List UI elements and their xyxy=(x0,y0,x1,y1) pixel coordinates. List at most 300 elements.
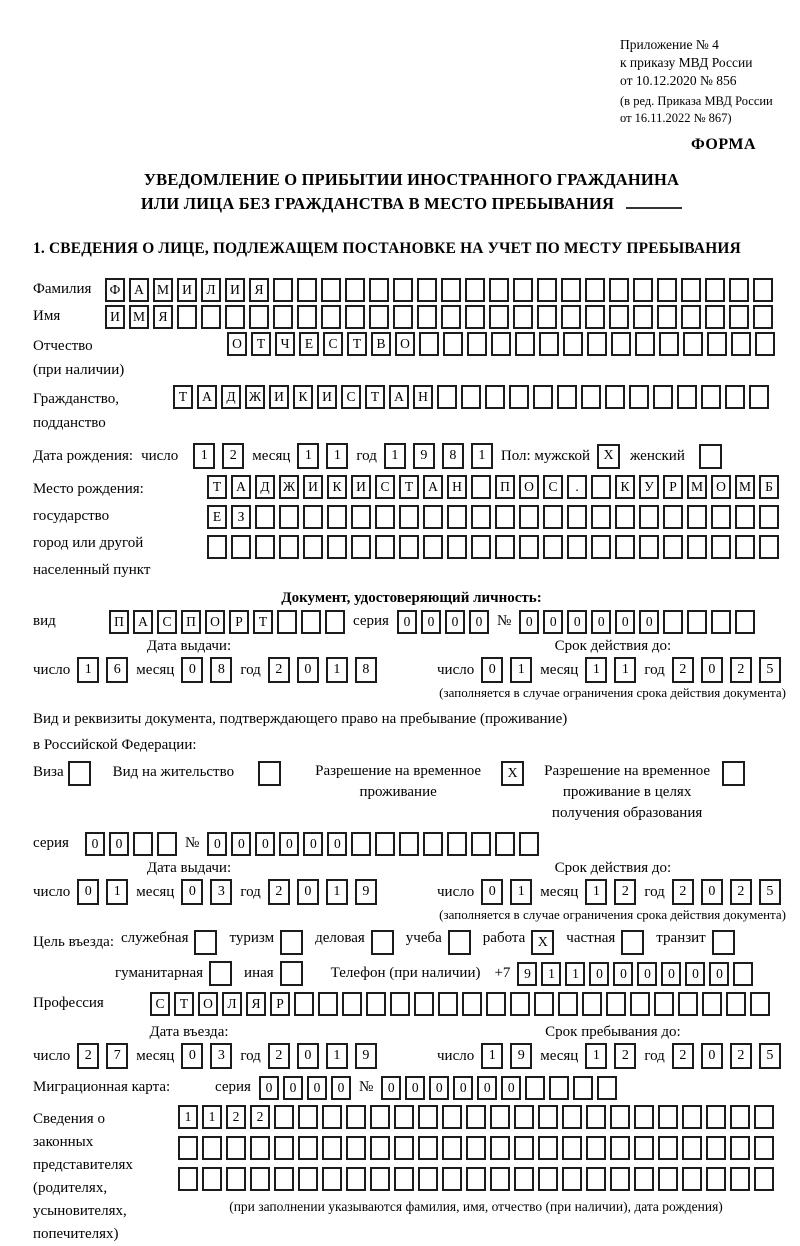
form-cell[interactable] xyxy=(561,305,581,329)
form-cell[interactable] xyxy=(591,475,611,499)
form-cell[interactable]: А xyxy=(197,385,217,409)
form-cell[interactable]: Т xyxy=(253,610,273,634)
form-cell[interactable]: П xyxy=(109,610,129,634)
form-cell[interactable] xyxy=(369,305,389,329)
form-cell[interactable] xyxy=(582,992,602,1016)
form-cell[interactable] xyxy=(471,475,491,499)
form-cell[interactable]: Т xyxy=(251,332,271,356)
form-cell[interactable]: 0 xyxy=(231,832,251,856)
form-cell[interactable]: 0 xyxy=(331,1076,351,1100)
form-cell[interactable]: 0 xyxy=(637,962,657,986)
form-cell[interactable] xyxy=(423,535,443,559)
form-cell[interactable] xyxy=(277,610,297,634)
form-cell[interactable] xyxy=(490,1136,510,1160)
form-cell[interactable] xyxy=(249,305,269,329)
form-cell[interactable]: 8 xyxy=(210,657,232,683)
purpose-work-checkbox[interactable]: X xyxy=(531,930,554,955)
form-cell[interactable] xyxy=(538,1167,558,1191)
form-cell[interactable]: 0 xyxy=(421,610,441,634)
form-cell[interactable] xyxy=(567,535,587,559)
form-cell[interactable] xyxy=(729,305,749,329)
form-cell[interactable] xyxy=(538,1136,558,1160)
surname-cells[interactable] xyxy=(105,278,773,302)
form-cell[interactable]: 2 xyxy=(672,1043,694,1069)
form-cell[interactable] xyxy=(681,278,701,302)
identity-valid-day[interactable] xyxy=(481,657,532,683)
form-cell[interactable] xyxy=(729,278,749,302)
form-cell[interactable] xyxy=(441,305,461,329)
form-cell[interactable]: Т xyxy=(207,475,227,499)
form-cell[interactable] xyxy=(639,535,659,559)
form-cell[interactable] xyxy=(533,385,553,409)
form-cell[interactable] xyxy=(390,992,410,1016)
form-cell[interactable] xyxy=(678,992,698,1016)
form-cell[interactable] xyxy=(279,505,299,529)
stay-until-month[interactable] xyxy=(585,1043,636,1069)
form-cell[interactable] xyxy=(519,535,539,559)
form-cell[interactable]: О xyxy=(395,332,415,356)
form-cell[interactable] xyxy=(682,1105,702,1129)
form-cell[interactable] xyxy=(515,332,535,356)
form-cell[interactable] xyxy=(294,992,314,1016)
form-cell[interactable] xyxy=(207,535,227,559)
form-cell[interactable]: 0 xyxy=(279,832,299,856)
form-cell[interactable] xyxy=(629,385,649,409)
form-cell[interactable]: Д xyxy=(221,385,241,409)
form-cell[interactable] xyxy=(351,505,371,529)
form-cell[interactable] xyxy=(657,305,677,329)
form-cell[interactable] xyxy=(633,278,653,302)
form-cell[interactable]: 2 xyxy=(672,657,694,683)
form-cell[interactable] xyxy=(301,610,321,634)
form-cell[interactable] xyxy=(274,1167,294,1191)
form-cell[interactable] xyxy=(562,1105,582,1129)
form-cell[interactable] xyxy=(514,1167,534,1191)
form-cell[interactable] xyxy=(157,832,177,856)
form-cell[interactable] xyxy=(327,505,347,529)
form-cell[interactable] xyxy=(663,505,683,529)
form-cell[interactable] xyxy=(394,1167,414,1191)
form-cell[interactable]: 2 xyxy=(730,657,752,683)
form-cell[interactable] xyxy=(370,1105,390,1129)
identity-issue-day[interactable] xyxy=(77,657,128,683)
form-cell[interactable]: 0 xyxy=(709,962,729,986)
form-cell[interactable] xyxy=(370,1136,390,1160)
form-cell[interactable] xyxy=(635,332,655,356)
form-cell[interactable] xyxy=(255,535,275,559)
form-cell[interactable]: 0 xyxy=(297,879,319,905)
form-cell[interactable] xyxy=(133,832,153,856)
form-cell[interactable] xyxy=(563,332,583,356)
form-cell[interactable] xyxy=(706,1167,726,1191)
form-cell[interactable] xyxy=(659,332,679,356)
form-cell[interactable]: 2 xyxy=(614,879,636,905)
form-cell[interactable] xyxy=(321,305,341,329)
stay-until-day[interactable] xyxy=(481,1043,532,1069)
form-cell[interactable] xyxy=(634,1105,654,1129)
form-cell[interactable] xyxy=(462,992,482,1016)
form-cell[interactable] xyxy=(754,1167,774,1191)
form-cell[interactable] xyxy=(591,505,611,529)
form-cell[interactable] xyxy=(417,278,437,302)
form-cell[interactable] xyxy=(489,278,509,302)
form-cell[interactable]: 6 xyxy=(106,657,128,683)
form-cell[interactable]: 9 xyxy=(355,879,377,905)
form-cell[interactable] xyxy=(634,1136,654,1160)
form-cell[interactable] xyxy=(467,332,487,356)
form-cell[interactable]: 0 xyxy=(519,610,539,634)
form-cell[interactable] xyxy=(375,832,395,856)
form-cell[interactable] xyxy=(495,832,515,856)
form-cell[interactable] xyxy=(375,505,395,529)
form-cell[interactable] xyxy=(687,610,707,634)
form-cell[interactable]: 0 xyxy=(501,1076,521,1100)
form-cell[interactable] xyxy=(562,1136,582,1160)
birthplace-cells-row3[interactable] xyxy=(207,535,779,559)
form-cell[interactable] xyxy=(735,505,755,529)
form-cell[interactable] xyxy=(327,535,347,559)
form-cell[interactable]: 1 xyxy=(585,657,607,683)
form-cell[interactable] xyxy=(442,1167,462,1191)
form-cell[interactable]: 0 xyxy=(469,610,489,634)
form-cell[interactable]: О xyxy=(227,332,247,356)
form-cell[interactable]: Ж xyxy=(279,475,299,499)
form-cell[interactable]: Ф xyxy=(105,278,125,302)
form-cell[interactable] xyxy=(682,1167,702,1191)
form-cell[interactable]: К xyxy=(615,475,635,499)
form-cell[interactable]: 1 xyxy=(326,657,348,683)
stay-until-year[interactable] xyxy=(672,1043,781,1069)
form-cell[interactable] xyxy=(711,535,731,559)
form-cell[interactable] xyxy=(273,305,293,329)
form-cell[interactable]: С xyxy=(150,992,170,1016)
birthdate-month-cells[interactable] xyxy=(297,443,348,469)
form-cell[interactable] xyxy=(539,332,559,356)
identity-valid-month[interactable] xyxy=(585,657,636,683)
form-cell[interactable] xyxy=(345,305,365,329)
representatives-cells-row3[interactable] xyxy=(178,1167,774,1191)
form-cell[interactable] xyxy=(538,1105,558,1129)
form-cell[interactable]: И xyxy=(351,475,371,499)
form-cell[interactable] xyxy=(465,278,485,302)
form-cell[interactable]: О xyxy=(198,992,218,1016)
form-cell[interactable] xyxy=(657,278,677,302)
form-cell[interactable]: И xyxy=(317,385,337,409)
form-cell[interactable]: 2 xyxy=(614,1043,636,1069)
form-cell[interactable] xyxy=(681,305,701,329)
form-cell[interactable] xyxy=(753,278,773,302)
form-cell[interactable] xyxy=(490,1105,510,1129)
form-cell[interactable] xyxy=(543,505,563,529)
form-cell[interactable] xyxy=(731,332,751,356)
residence-issue-year[interactable] xyxy=(268,879,377,905)
purpose-commercial-checkbox[interactable] xyxy=(371,930,394,955)
form-cell[interactable] xyxy=(562,1167,582,1191)
form-cell[interactable]: 5 xyxy=(759,879,781,905)
form-cell[interactable] xyxy=(489,305,509,329)
phone-cells[interactable] xyxy=(517,962,753,986)
form-cell[interactable]: У xyxy=(639,475,659,499)
form-cell[interactable]: К xyxy=(293,385,313,409)
form-cell[interactable] xyxy=(274,1136,294,1160)
form-cell[interactable] xyxy=(442,1136,462,1160)
residence-valid-year[interactable] xyxy=(672,879,781,905)
form-cell[interactable] xyxy=(687,505,707,529)
form-cell[interactable] xyxy=(537,278,557,302)
form-cell[interactable]: 0 xyxy=(85,832,105,856)
form-cell[interactable]: С xyxy=(543,475,563,499)
form-cell[interactable]: 1 xyxy=(510,879,532,905)
form-cell[interactable]: 0 xyxy=(639,610,659,634)
form-cell[interactable]: Ж xyxy=(245,385,265,409)
form-cell[interactable]: Л xyxy=(222,992,242,1016)
form-cell[interactable] xyxy=(297,278,317,302)
form-cell[interactable] xyxy=(325,610,345,634)
firstname-cells[interactable] xyxy=(105,305,773,329)
form-cell[interactable]: И xyxy=(269,385,289,409)
form-cell[interactable]: Р xyxy=(270,992,290,1016)
form-cell[interactable]: Т xyxy=(174,992,194,1016)
form-cell[interactable] xyxy=(466,1105,486,1129)
form-cell[interactable]: 0 xyxy=(297,657,319,683)
form-cell[interactable]: 5 xyxy=(759,657,781,683)
form-cell[interactable]: 1 xyxy=(384,443,406,469)
form-cell[interactable]: Ч xyxy=(275,332,295,356)
form-cell[interactable]: 0 xyxy=(405,1076,425,1100)
form-cell[interactable] xyxy=(298,1167,318,1191)
form-cell[interactable] xyxy=(611,332,631,356)
form-cell[interactable]: И xyxy=(225,278,245,302)
form-cell[interactable]: С xyxy=(157,610,177,634)
form-cell[interactable]: 0 xyxy=(303,832,323,856)
form-cell[interactable]: Е xyxy=(207,505,227,529)
form-cell[interactable] xyxy=(513,305,533,329)
form-cell[interactable]: 0 xyxy=(181,1043,203,1069)
form-cell[interactable] xyxy=(706,1105,726,1129)
residence-valid-month[interactable] xyxy=(585,879,636,905)
form-cell[interactable] xyxy=(279,535,299,559)
form-cell[interactable] xyxy=(346,1167,366,1191)
form-cell[interactable]: 1 xyxy=(481,1043,503,1069)
form-cell[interactable]: 0 xyxy=(701,1043,723,1069)
form-cell[interactable] xyxy=(471,832,491,856)
form-cell[interactable]: 9 xyxy=(517,962,537,986)
form-cell[interactable]: 0 xyxy=(283,1076,303,1100)
form-cell[interactable] xyxy=(321,278,341,302)
form-cell[interactable] xyxy=(543,535,563,559)
form-cell[interactable] xyxy=(663,535,683,559)
form-cell[interactable]: М xyxy=(687,475,707,499)
form-cell[interactable] xyxy=(419,332,439,356)
form-cell[interactable] xyxy=(537,305,557,329)
form-cell[interactable]: 0 xyxy=(181,879,203,905)
form-cell[interactable] xyxy=(586,1105,606,1129)
form-cell[interactable] xyxy=(495,505,515,529)
form-cell[interactable]: О xyxy=(519,475,539,499)
purpose-business-checkbox[interactable] xyxy=(194,930,217,955)
form-cell[interactable]: 3 xyxy=(210,879,232,905)
form-cell[interactable] xyxy=(730,1167,750,1191)
form-cell[interactable]: И xyxy=(303,475,323,499)
form-cell[interactable] xyxy=(519,832,539,856)
form-cell[interactable] xyxy=(369,278,389,302)
form-cell[interactable]: Т xyxy=(347,332,367,356)
form-cell[interactable] xyxy=(351,535,371,559)
form-cell[interactable] xyxy=(201,305,221,329)
form-cell[interactable] xyxy=(677,385,697,409)
form-cell[interactable] xyxy=(178,1167,198,1191)
form-cell[interactable]: 0 xyxy=(567,610,587,634)
form-cell[interactable] xyxy=(561,278,581,302)
form-cell[interactable]: Р xyxy=(663,475,683,499)
form-cell[interactable] xyxy=(630,992,650,1016)
form-cell[interactable] xyxy=(586,1136,606,1160)
form-cell[interactable] xyxy=(318,992,338,1016)
form-cell[interactable] xyxy=(753,305,773,329)
form-cell[interactable] xyxy=(639,505,659,529)
form-cell[interactable] xyxy=(759,535,779,559)
form-cell[interactable] xyxy=(615,505,635,529)
form-cell[interactable] xyxy=(394,1105,414,1129)
form-cell[interactable]: Н xyxy=(447,475,467,499)
form-cell[interactable]: 1 xyxy=(106,879,128,905)
form-cell[interactable] xyxy=(711,505,731,529)
form-cell[interactable] xyxy=(486,992,506,1016)
form-cell[interactable]: М xyxy=(129,305,149,329)
form-cell[interactable]: 1 xyxy=(326,443,348,469)
form-cell[interactable] xyxy=(510,992,530,1016)
form-cell[interactable] xyxy=(202,1167,222,1191)
identity-valid-year[interactable] xyxy=(672,657,781,683)
form-cell[interactable] xyxy=(303,505,323,529)
form-cell[interactable]: Л xyxy=(201,278,221,302)
form-cell[interactable] xyxy=(615,535,635,559)
form-cell[interactable]: Е xyxy=(299,332,319,356)
temp-residence-education-checkbox[interactable] xyxy=(722,761,745,786)
form-cell[interactable] xyxy=(606,992,626,1016)
form-cell[interactable] xyxy=(423,832,443,856)
identity-issue-year[interactable] xyxy=(268,657,377,683)
form-cell[interactable] xyxy=(225,305,245,329)
form-cell[interactable] xyxy=(610,1105,630,1129)
identity-doc-number-cells[interactable] xyxy=(519,610,755,634)
residence-issue-month[interactable] xyxy=(181,879,232,905)
form-cell[interactable] xyxy=(322,1136,342,1160)
birthplace-cells-row1[interactable] xyxy=(207,475,779,499)
form-cell[interactable] xyxy=(557,385,577,409)
form-cell[interactable]: С xyxy=(341,385,361,409)
form-cell[interactable] xyxy=(346,1136,366,1160)
form-cell[interactable] xyxy=(250,1136,270,1160)
form-cell[interactable]: 0 xyxy=(397,610,417,634)
form-cell[interactable] xyxy=(634,1167,654,1191)
form-cell[interactable] xyxy=(178,1136,198,1160)
form-cell[interactable] xyxy=(471,535,491,559)
form-cell[interactable]: К xyxy=(327,475,347,499)
form-cell[interactable]: 1 xyxy=(471,443,493,469)
form-cell[interactable] xyxy=(519,505,539,529)
form-cell[interactable] xyxy=(735,535,755,559)
form-cell[interactable] xyxy=(322,1105,342,1129)
form-cell[interactable] xyxy=(418,1167,438,1191)
form-cell[interactable]: 0 xyxy=(181,657,203,683)
form-cell[interactable] xyxy=(609,305,629,329)
form-cell[interactable] xyxy=(461,385,481,409)
residence-issue-day[interactable] xyxy=(77,879,128,905)
form-cell[interactable] xyxy=(346,1105,366,1129)
form-cell[interactable]: 0 xyxy=(381,1076,401,1100)
form-cell[interactable] xyxy=(705,278,725,302)
form-cell[interactable] xyxy=(587,332,607,356)
form-cell[interactable]: 0 xyxy=(701,657,723,683)
form-cell[interactable]: 2 xyxy=(268,1043,290,1069)
profession-cells[interactable] xyxy=(150,992,770,1016)
form-cell[interactable]: 7 xyxy=(106,1043,128,1069)
form-cell[interactable] xyxy=(491,332,511,356)
form-cell[interactable]: П xyxy=(495,475,515,499)
form-cell[interactable] xyxy=(465,305,485,329)
form-cell[interactable]: 0 xyxy=(307,1076,327,1100)
form-cell[interactable] xyxy=(443,332,463,356)
form-cell[interactable] xyxy=(303,535,323,559)
form-cell[interactable] xyxy=(754,1136,774,1160)
form-cell[interactable]: 0 xyxy=(477,1076,497,1100)
form-cell[interactable] xyxy=(534,992,554,1016)
form-cell[interactable] xyxy=(226,1136,246,1160)
form-cell[interactable]: З xyxy=(231,505,251,529)
form-cell[interactable]: 1 xyxy=(202,1105,222,1129)
sex-male-checkbox[interactable]: X xyxy=(597,444,620,469)
form-cell[interactable] xyxy=(658,1167,678,1191)
form-cell[interactable]: 2 xyxy=(226,1105,246,1129)
form-cell[interactable]: И xyxy=(177,278,197,302)
form-cell[interactable] xyxy=(654,992,674,1016)
form-cell[interactable]: А xyxy=(423,475,443,499)
form-cell[interactable] xyxy=(399,505,419,529)
form-cell[interactable]: С xyxy=(323,332,343,356)
form-cell[interactable] xyxy=(663,610,683,634)
form-cell[interactable]: 0 xyxy=(327,832,347,856)
form-cell[interactable] xyxy=(366,992,386,1016)
form-cell[interactable] xyxy=(414,992,434,1016)
form-cell[interactable] xyxy=(573,1076,593,1100)
form-cell[interactable] xyxy=(342,992,362,1016)
form-cell[interactable] xyxy=(423,505,443,529)
purpose-other-checkbox[interactable] xyxy=(280,961,303,986)
form-cell[interactable]: 1 xyxy=(510,657,532,683)
form-cell[interactable]: А xyxy=(133,610,153,634)
form-cell[interactable] xyxy=(754,1105,774,1129)
form-cell[interactable]: 2 xyxy=(730,1043,752,1069)
form-cell[interactable]: 2 xyxy=(268,879,290,905)
form-cell[interactable]: П xyxy=(181,610,201,634)
form-cell[interactable]: 0 xyxy=(591,610,611,634)
residence-series-cells[interactable] xyxy=(85,832,177,856)
form-cell[interactable]: 1 xyxy=(77,657,99,683)
form-cell[interactable]: А xyxy=(389,385,409,409)
form-cell[interactable] xyxy=(591,535,611,559)
entry-year[interactable] xyxy=(268,1043,377,1069)
form-cell[interactable]: О xyxy=(205,610,225,634)
form-cell[interactable]: 0 xyxy=(543,610,563,634)
form-cell[interactable] xyxy=(399,832,419,856)
form-cell[interactable] xyxy=(447,535,467,559)
form-cell[interactable]: 2 xyxy=(250,1105,270,1129)
form-cell[interactable]: 2 xyxy=(268,657,290,683)
form-cell[interactable] xyxy=(226,1167,246,1191)
form-cell[interactable]: 1 xyxy=(585,879,607,905)
form-cell[interactable] xyxy=(399,535,419,559)
